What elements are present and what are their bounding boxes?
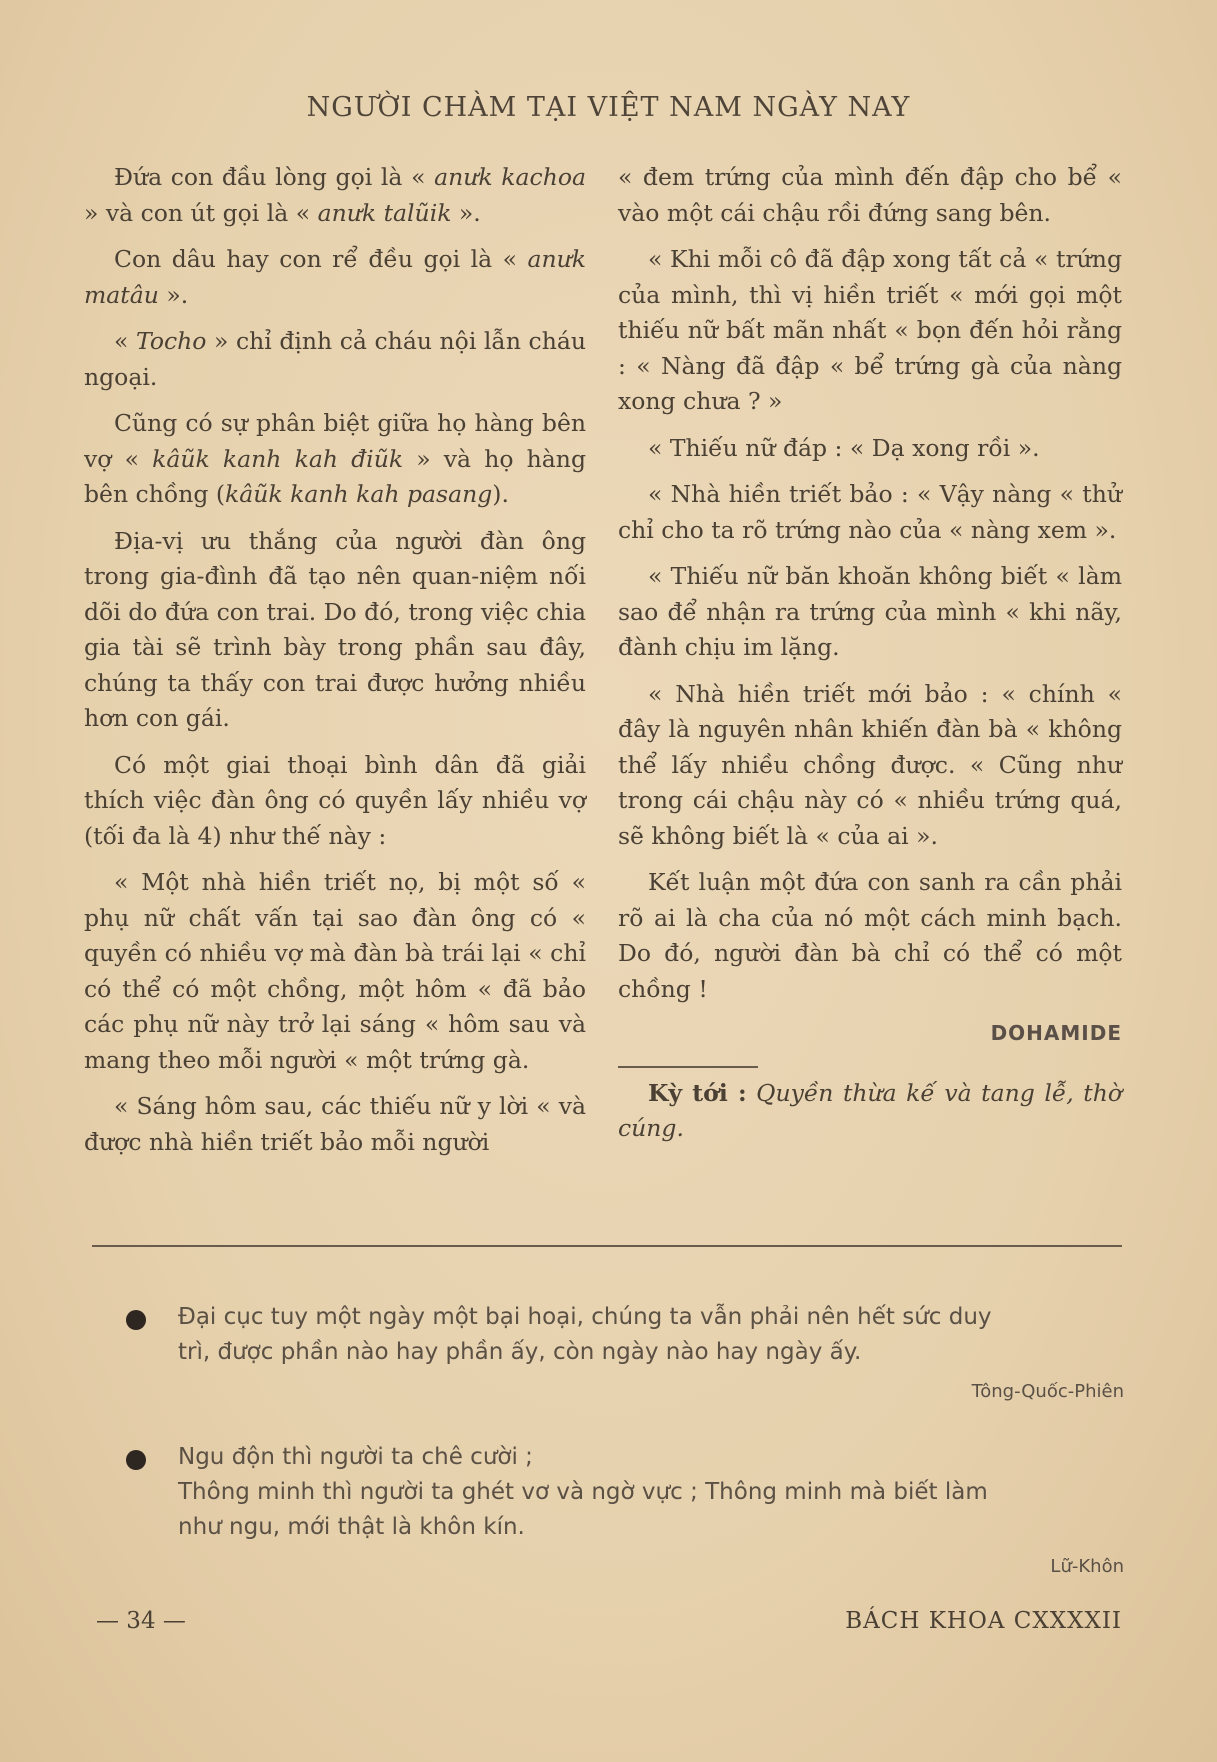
paragraph: « Thiếu nữ băn khoăn không biết « làm sao để nhận ra trứng của mình « khi nãy, đành chịu im lặng. xyxy=(618,562,1122,661)
paragraph: « Sáng hôm sau, các thiếu nữ y lời « và được nhà hiền triết bảo mỗi người xyxy=(84,1092,586,1156)
page-header: NGƯỜI CHÀM TẠI VIỆT NAM NGÀY NAY xyxy=(306,92,911,123)
section-divider xyxy=(92,1245,1122,1247)
bullet-icon xyxy=(126,1310,146,1330)
quote-author: Lữ-Khôn xyxy=(1050,1556,1124,1577)
paragraph: Cũng có sự phân biệt giữa họ hàng bên vợ « kâũk kanh kah điũk » và họ hàng bên chồng (kâũk kanh kah pasang). xyxy=(84,409,586,508)
paragraph: « Tocho » chỉ định cả cháu nội lẫn cháu ngoại. xyxy=(84,327,586,391)
quote-block xyxy=(178,1440,1124,1584)
paragraph: « Khi mỗi cô đã đập xong tất cả « trứng của mình, thì vị hiền triết « mới gọi một thiếu nữ bất mãn nhất « bọn đến hỏi rằng : « Nàng đã đập « bể trứng gà của nàng xong chưa ? » xyxy=(618,245,1122,415)
page-number: — 34 — xyxy=(96,1608,186,1634)
paragraph: « Nhà hiền triết mới bảo : « chính « đây là nguyên nhân khiến đàn bà « không thể lấy nhiều chồng được. « Cũng như trong cái chậu này có « nhiều trứng quá, sẽ không biết là « của ai ». xyxy=(618,679,1122,850)
paragraph: Đứa con đầu lòng gọi là « anưk kachoa » và con út gọi là « anưk talũik ». xyxy=(84,163,586,227)
quote-line: trì, được phần nào hay phần ấy, còn ngày nào hay ngày ấy. xyxy=(178,1339,862,1365)
divider xyxy=(618,1066,758,1068)
quote-author: Tông-Quốc-Phiên xyxy=(971,1381,1124,1402)
left-column xyxy=(84,160,586,1171)
quote-line: Đại cục tuy một ngày một bại hoại, chúng ta vẫn phải nên hết sức duy xyxy=(178,1304,992,1330)
next-issue-label: Kỳ tới : xyxy=(648,1078,747,1107)
next-issue-note xyxy=(618,1076,1122,1147)
paragraph: Có một giai thoại bình dân đã giải thích việc đàn ông có quyền lấy nhiều vợ (tối đa là 4) như thế này : xyxy=(84,750,586,850)
bullet-icon xyxy=(126,1450,146,1470)
paragraph: « Thiếu nữ đáp : « Dạ xong rồi ». xyxy=(648,433,1040,462)
paragraph: « Nhà hiền triết bảo : « Vậy nàng « thử chỉ cho ta rõ trứng nào của « nàng xem ». xyxy=(618,480,1122,544)
author-signature: DOHAMIDE xyxy=(990,1021,1122,1045)
next-issue-title: Quyền thừa kế và tang lễ, thờ cúng. xyxy=(618,1078,1122,1142)
paragraph: Địa-vị ưu thắng của người đàn ông trong gia-đình đã tạo nên quan-niệm nối dõi do đứa con trai. Do đó, trong việc chia gia tài sẽ trình bày trong phần sau đây, chúng ta thấy con trai được hưởng nhiều hơn con gái. xyxy=(84,526,586,732)
quote-line: Ngu độn thì người ta chê cười ; xyxy=(178,1444,533,1470)
quote-line: Thông minh thì người ta ghét vơ và ngờ vực ; Thông minh mà biết làm xyxy=(178,1479,988,1505)
paragraph: Con dâu hay con rể đều gọi là « anưk matâu ». xyxy=(84,245,586,309)
paragraph: Kết luận một đứa con sanh ra cần phải rõ ai là cha của nó một cách minh bạch. Do đó, người đàn bà chỉ có thể có một chồng ! xyxy=(618,868,1122,1003)
quote-block xyxy=(178,1300,1124,1409)
magazine-title: BÁCH KHOA CXXXXII xyxy=(845,1608,1122,1634)
quote-line: như ngu, mới thật là khôn kín. xyxy=(178,1514,525,1540)
paragraph: « đem trứng của mình đến đập cho bể « vào một cái chậu rồi đứng sang bên. xyxy=(618,163,1122,227)
paragraph: « Một nhà hiền triết nọ, bị một số « phụ nữ chất vấn tại sao đàn ông có « quyền có nhiều vợ mà đàn bà trái lại « chỉ có thể có một chồng, một hôm « đã bảo các phụ nữ này trở lại sáng « hôm sau và mang theo mỗi người « một trứng gà. xyxy=(84,868,586,1074)
right-column xyxy=(618,160,1122,1158)
